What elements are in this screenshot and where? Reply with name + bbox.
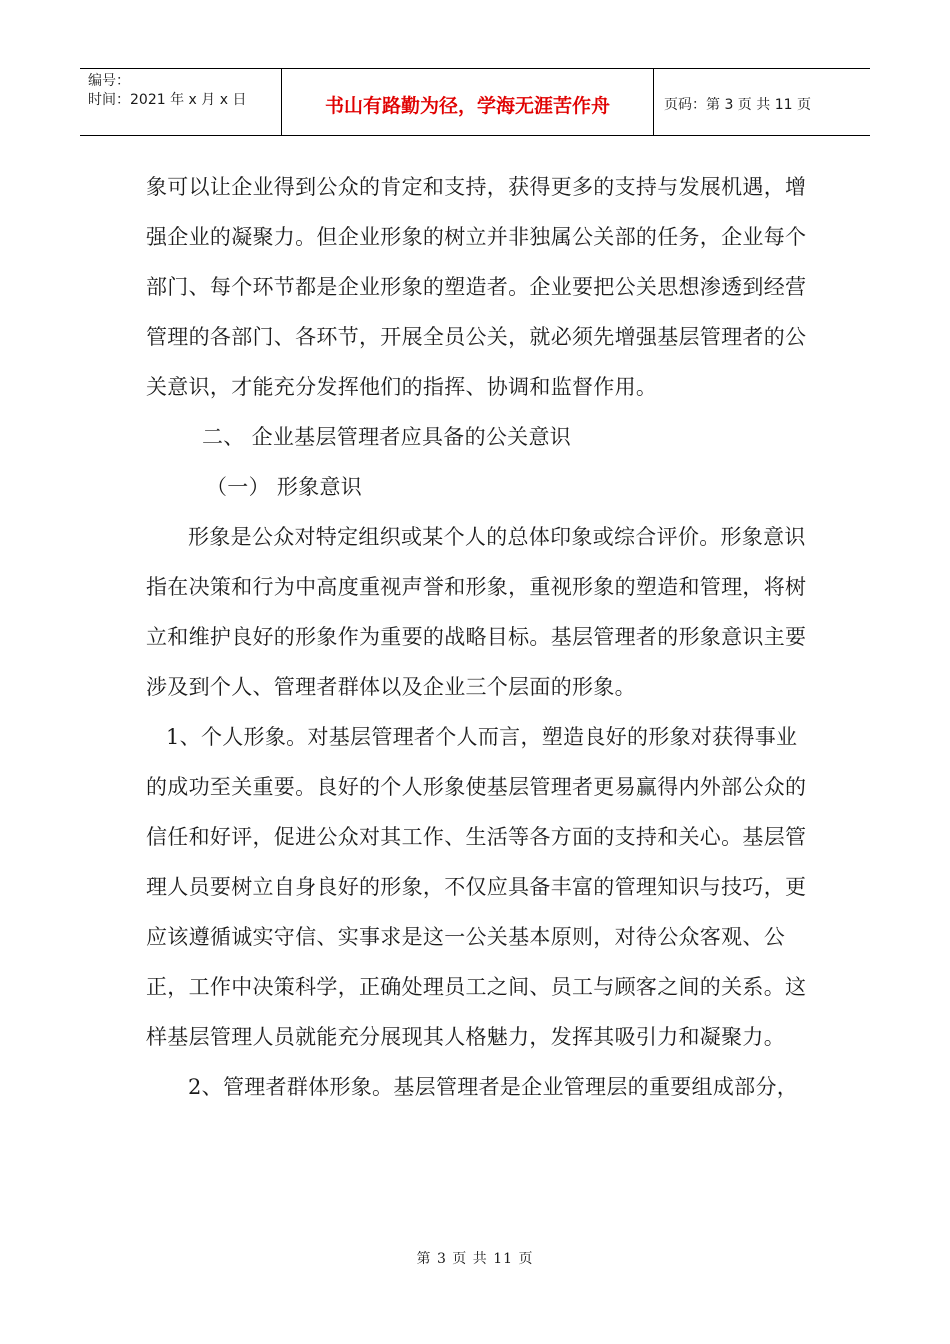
header-page-info: 页码：第 3 页 共 11 页 (664, 97, 811, 113)
number-label: 编号： (88, 73, 130, 89)
time-label: 时间：2021 年 x 月 x 日 (88, 92, 247, 108)
header-motto: 书山有路勤为径，学海无涯苦作舟 (282, 69, 654, 135)
document-body (146, 162, 812, 1112)
paragraph-4: 2、管理者群体形象。基层管理者是企业管理层的重要组成部分， (188, 1075, 799, 1099)
page-footer: 第 3 页 共 11 页 (416, 1251, 534, 1267)
header-meta (80, 69, 282, 135)
page-header (80, 68, 870, 136)
section-heading: 二、 企业基层管理者应具备的公关意识 (202, 425, 572, 449)
subsection-heading: （一） 形象意识 (206, 475, 363, 499)
paragraph-1: 象可以让企业得到公众的肯定和支持，获得更多的支持与发展机遇，增强企业的凝聚力。但企业形象的树立并非独属公关部的任务，企业每个部门、每个环节都是企业形象的塑造者。企业要把公关思想渗透到经营管理的各部门、各环节，开展全员公关，就必须先增强基层管理者的公关意识，才能充分发挥他们的指挥、协调和监督作用。 (146, 175, 807, 399)
paragraph-2: 形象是公众对特定组织或某个人的总体印象或综合评价。形象意识指在决策和行为中高度重视声誉和形象，重视形象的塑造和管理，将树立和维护良好的形象作为重要的战略目标。基层管理者的形象意识主要涉及到个人、管理者群体以及企业三个层面的形象。 (146, 525, 807, 699)
paragraph-3: 1、个人形象。对基层管理者个人而言，塑造良好的形象对获得事业的成功至关重要。良好的个人形象使基层管理者更易赢得内外部公众的信任和好评，促进公众对其工作、生活等各方面的支持和关心。基层管理人员要树立自身良好的形象，不仅应具备丰富的管理知识与技巧，更应该遵循诚实守信、实事求是这一公关基本原则，对待公众客观、公正，工作中决策科学，正确处理员工之间、员工与顾客之间的关系。这样基层管理人员就能充分展现其人格魅力，发挥其吸引力和凝聚力。 (146, 725, 807, 1049)
